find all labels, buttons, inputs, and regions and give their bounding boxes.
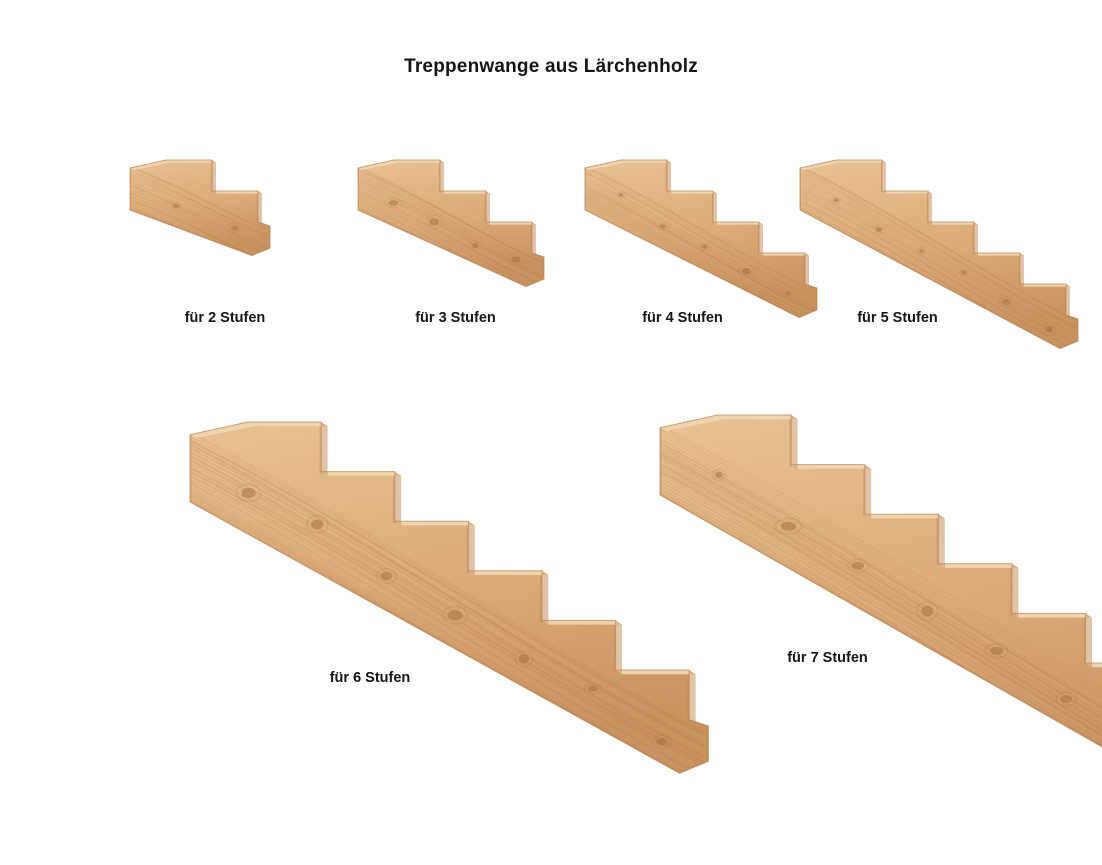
product-item-4-stufen — [575, 150, 790, 340]
caption-2-stufen: für 2 Stufen — [184, 310, 266, 326]
stringer-image-6-stufen — [180, 412, 722, 822]
caption-5-stufen: für 5 Stufen — [857, 310, 938, 326]
product-item-5-stufen — [790, 150, 1005, 340]
product-item-7-stufen — [650, 405, 1005, 695]
caption-7-stufen: für 7 Stufen — [787, 650, 868, 666]
page-title: Treppenwange aus Lärchenholz — [404, 56, 698, 77]
product-item-2-stufen — [120, 150, 330, 340]
caption-6-stufen: für 6 Stufen — [329, 670, 411, 686]
caption-3-stufen: für 3 Stufen — [415, 310, 496, 326]
caption-4-stufen: für 4 Stufen — [642, 310, 723, 326]
stringer-image-3-stufen — [348, 150, 556, 321]
product-item-3-stufen — [348, 150, 563, 340]
stringer-image-5-stufen — [790, 150, 1090, 383]
stringer-image-7-stufen — [650, 405, 1102, 865]
stringer-image-2-stufen — [120, 150, 282, 290]
product-item-6-stufen — [180, 412, 560, 702]
